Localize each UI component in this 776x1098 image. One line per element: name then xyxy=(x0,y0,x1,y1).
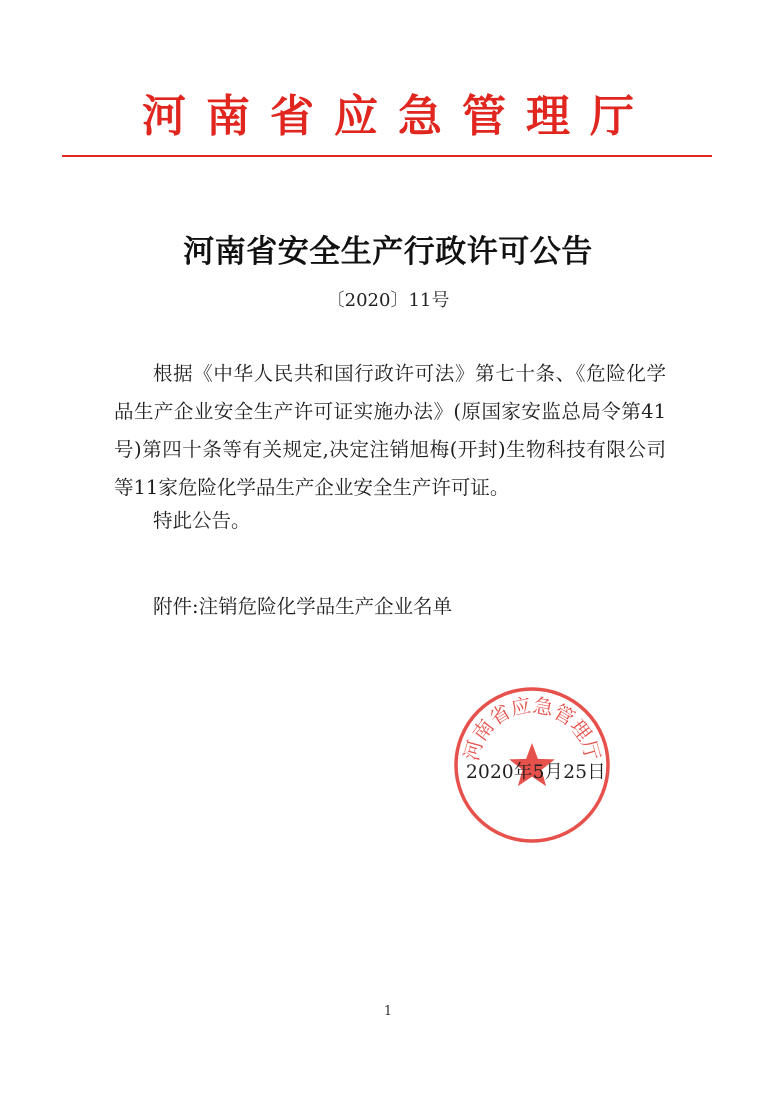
notice-number: 〔2020〕11号 xyxy=(326,290,450,311)
notice-attachment: 附件:注销危险化学品生产企业名单 xyxy=(153,595,453,618)
signature-date: 2020年5月25日 xyxy=(466,762,606,783)
page-number: 1 xyxy=(383,1004,393,1019)
letterhead-organization: 河南省应急管理厅 xyxy=(142,91,654,142)
notice-title: 河南省安全生产行政许可公告 xyxy=(183,234,593,270)
notice-closing: 特此公告。 xyxy=(153,509,251,532)
seal-text: 河南省应急管理厅 xyxy=(458,693,606,764)
notice-body: 根据《中华人民共和国行政许可法》第七十条、《危险化学品生产企业安全生产许可证实施办法》(原国家安监总局令第41号)第四十条等有关规定,决定注销旭梅(开封)生物科技有限公司等11家危险化学品生产企业安全生产许可证。 xyxy=(114,362,666,499)
letterhead-red-rule xyxy=(62,155,712,157)
